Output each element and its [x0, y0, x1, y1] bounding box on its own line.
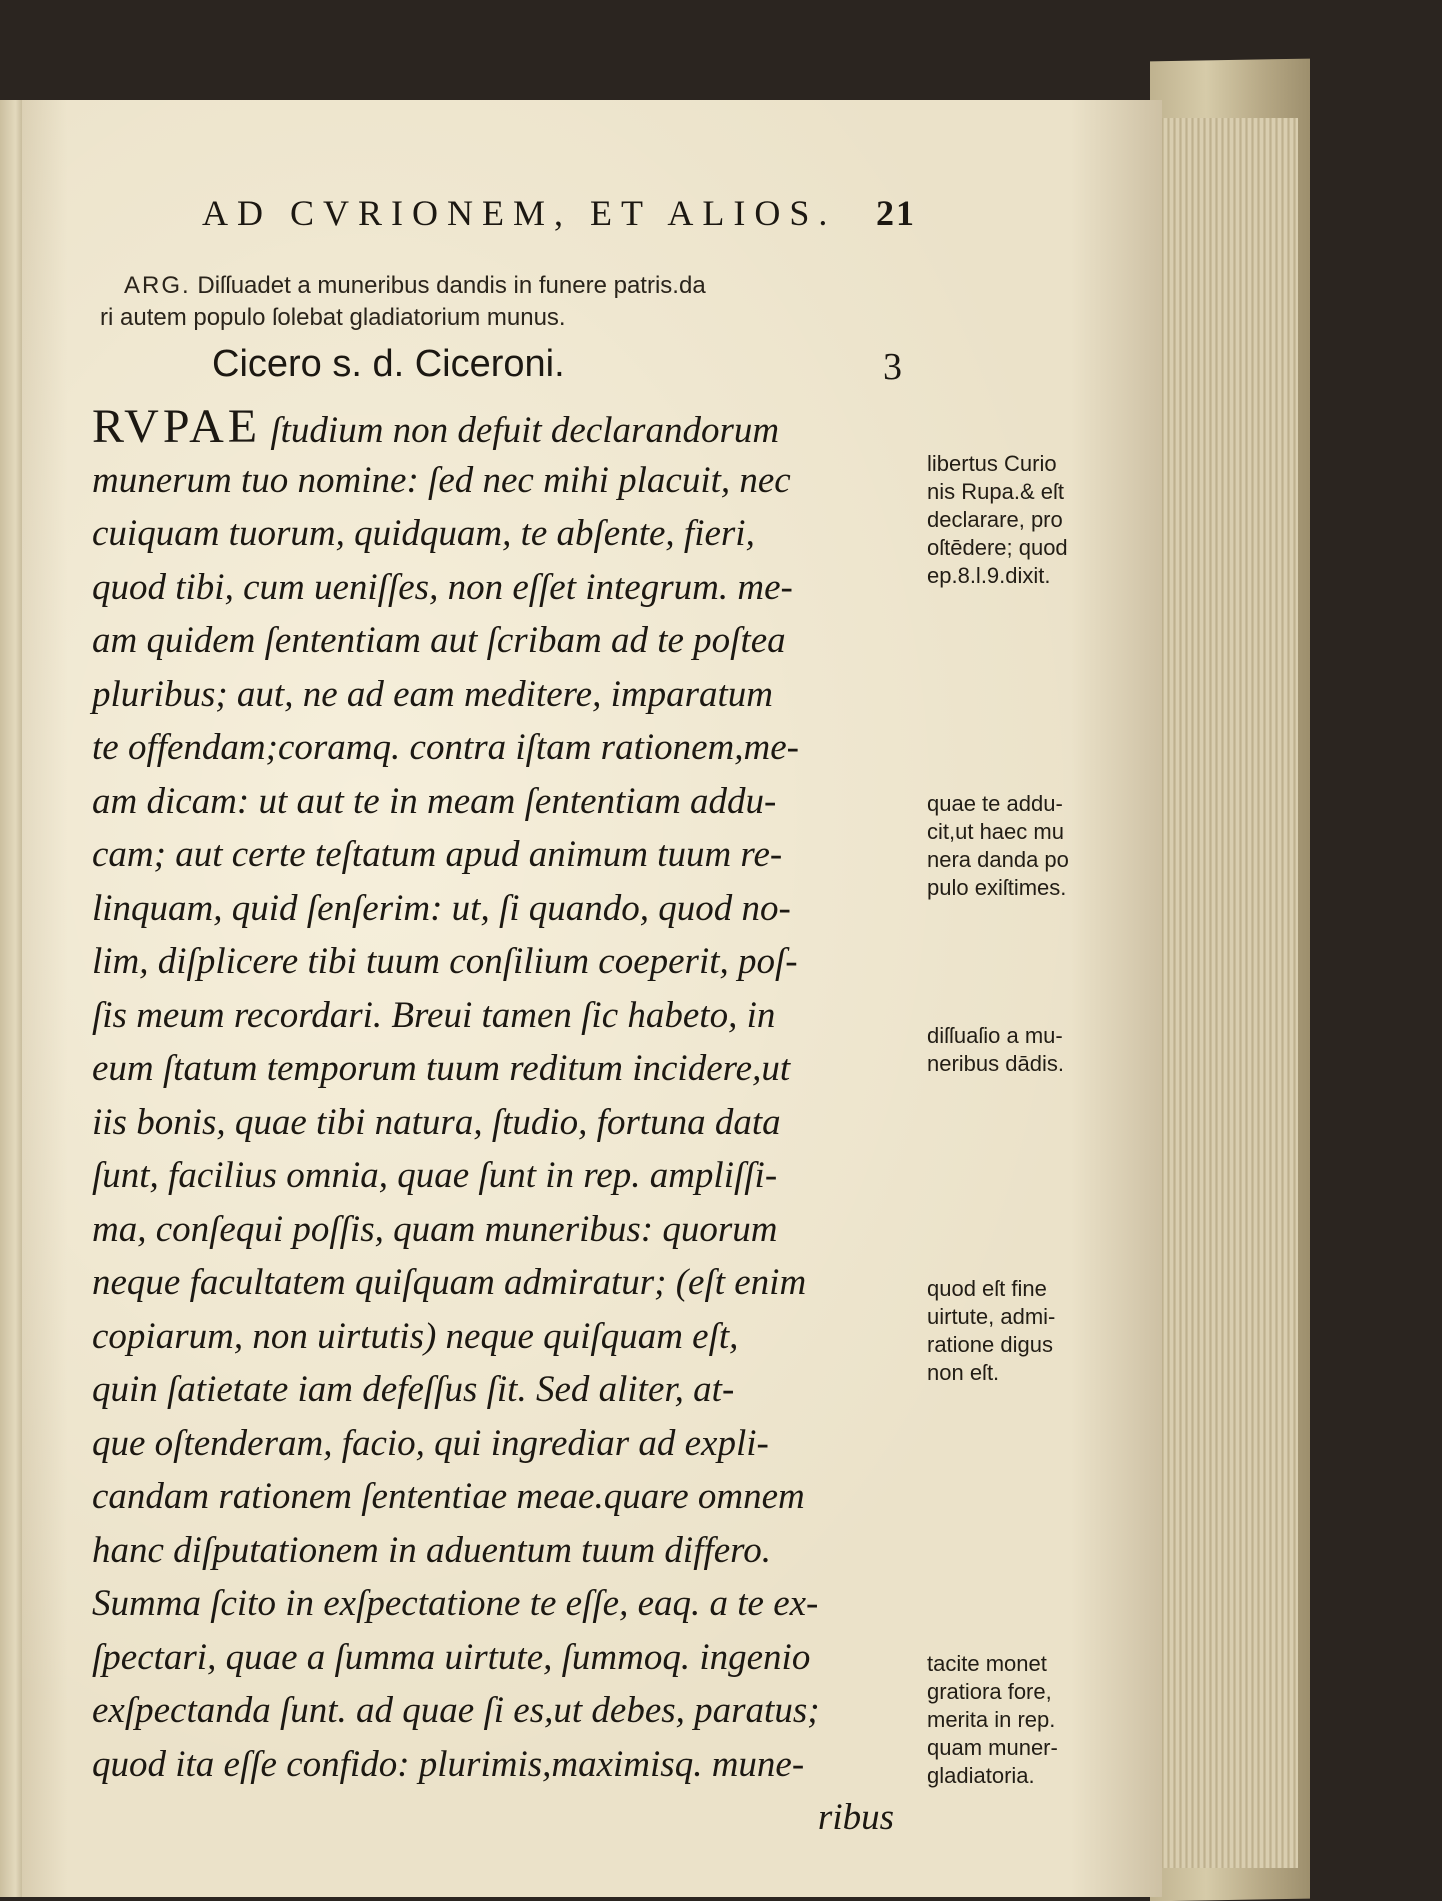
running-head-title: AD CVRIONEM, ET ALIOS.: [202, 193, 837, 233]
margin-note-line: tacite monet: [927, 1651, 1047, 1676]
body-line: munerum tuo nomine: ſed nec mihi placuit, nec: [92, 459, 791, 501]
body-line: te offendam;coramq. contra iſtam rationem,me-: [92, 727, 799, 768]
body-line: ſis meum recordari. Breui tamen ſic habeto, in: [92, 994, 776, 1036]
margin-note-line: diſſuaſio a mu-: [927, 1023, 1063, 1048]
margin-note-line: non eſt.: [927, 1360, 1000, 1385]
margin-note-line: merita in rep.: [927, 1707, 1056, 1732]
body-line: hanc diſputationem in aduentum tuum differo.: [92, 1529, 771, 1571]
margin-note: [927, 1275, 1142, 1387]
body-line: cuiquam tuorum, quidquam, te abſente, fieri,: [92, 513, 755, 554]
margin-note-line: uirtute, admi-: [927, 1304, 1056, 1329]
body-line: quin ſatietate iam defeſſus ſit. Sed aliter, at-: [92, 1369, 735, 1410]
body-line: pluribus; aut, ne ad eam meditere, imparatum: [92, 673, 773, 715]
margin-note-line: gladiatoria.: [927, 1763, 1035, 1788]
margin-note-line: declarare, pro: [927, 507, 1063, 532]
margin-note-line: oſtēdere; quod: [927, 535, 1068, 560]
book-page: [22, 100, 1162, 1897]
body-line: eum ſtatum temporum tuum reditum incidere,ut: [92, 1048, 791, 1089]
body-line: am dicam: ut aut te in meam ſententiam addu-: [92, 780, 777, 822]
body-line: [92, 400, 912, 454]
margin-note-line: nis Rupa.& eſt: [927, 479, 1064, 504]
margin-note-line: ratione digus: [927, 1332, 1053, 1357]
catchword: ribus: [817, 1797, 894, 1838]
margin-note-line: nera danda po: [927, 847, 1069, 872]
margin-note-line: quod eſt fine: [927, 1276, 1047, 1301]
margin-note: [927, 1650, 1142, 1790]
margin-note-line: neribus dādis.: [927, 1051, 1064, 1076]
body-line: candam rationem ſententiae meae.quare omnem: [92, 1476, 805, 1517]
body-line: quod ita eſſe confido: plurimis,maximisq. mune-: [92, 1743, 805, 1785]
margin-note-line: ep.8.l.9.dixit.: [927, 563, 1051, 588]
body-line-text: ſtudium non defuit declarandorum: [270, 410, 780, 451]
margin-note: [927, 790, 1142, 902]
margin-note-line: libertus Curio: [927, 451, 1057, 476]
margin-note-line: gratiora fore,: [927, 1679, 1052, 1704]
initial-word: RVPAE: [92, 400, 262, 453]
page-number: 21: [876, 193, 916, 233]
margin-note: [927, 1022, 1142, 1078]
margin-note-line: quam muner-: [927, 1735, 1058, 1760]
letter-salutation: Cicero s. d. Ciceroni.: [212, 343, 565, 385]
body-line: neque facultatem quiſquam admiratur; (eſt enim: [92, 1262, 807, 1303]
body-line: ſpectari, quae a ſumma uirtute, ſummoq. ingenio: [92, 1636, 811, 1678]
body-line: quod tibi, cum ueniſſes, non eſſet integrum. me-: [92, 566, 793, 608]
margin-note-line: quae te addu-: [927, 791, 1063, 816]
argument-label: ARG.: [124, 272, 191, 299]
body-line: ma, conſequi poſſis, quam muneribus: quorum: [92, 1208, 778, 1250]
margin-note: [927, 450, 1142, 590]
body-line: lim, diſplicere tibi tuum conſilium coeperit, poſ-: [92, 941, 798, 982]
page-fore-edge: [1158, 118, 1298, 1868]
body-line: exſpectanda ſunt. ad quae ſi es,ut debes, paratus;: [92, 1690, 820, 1731]
letter-number: 3: [883, 346, 902, 388]
letter-body: [92, 400, 912, 1845]
body-line: cam; aut certe teſtatum apud animum tuum re-: [92, 834, 783, 875]
body-line: que oſtenderam, facio, qui ingrediar ad expli-: [92, 1422, 769, 1464]
argument-text-2: ri autem populo ſolebat gladiatorium munus.: [100, 304, 566, 331]
letter-heading: [212, 343, 922, 386]
body-line: linquam, quid ſenſerim: ut, ſi quando, quod no-: [92, 887, 791, 929]
body-line: am quidem ſententiam aut ſcribam ad te poſtea: [92, 620, 786, 661]
body-line: Summa ſcito in exſpectatione te eſſe, eaq. a te ex-: [92, 1583, 819, 1624]
margin-note-line: pulo exiſtimes.: [927, 875, 1067, 900]
body-line: iis bonis, quae tibi natura, ſtudio, fortuna data: [92, 1101, 781, 1143]
argument-line: [100, 270, 920, 302]
margin-note-line: cit,ut haec mu: [927, 819, 1064, 844]
body-line: copiarum, non uirtutis) neque quiſquam eſt,: [92, 1315, 739, 1357]
argument-summary: [100, 270, 920, 334]
body-line: ſunt, facilius omnia, quae ſunt in rep. ampliſſi-: [92, 1155, 778, 1196]
running-head: [202, 192, 922, 234]
argument-text-1: Diſſuadet a muneribus dandis in funere patris.da: [197, 272, 706, 299]
